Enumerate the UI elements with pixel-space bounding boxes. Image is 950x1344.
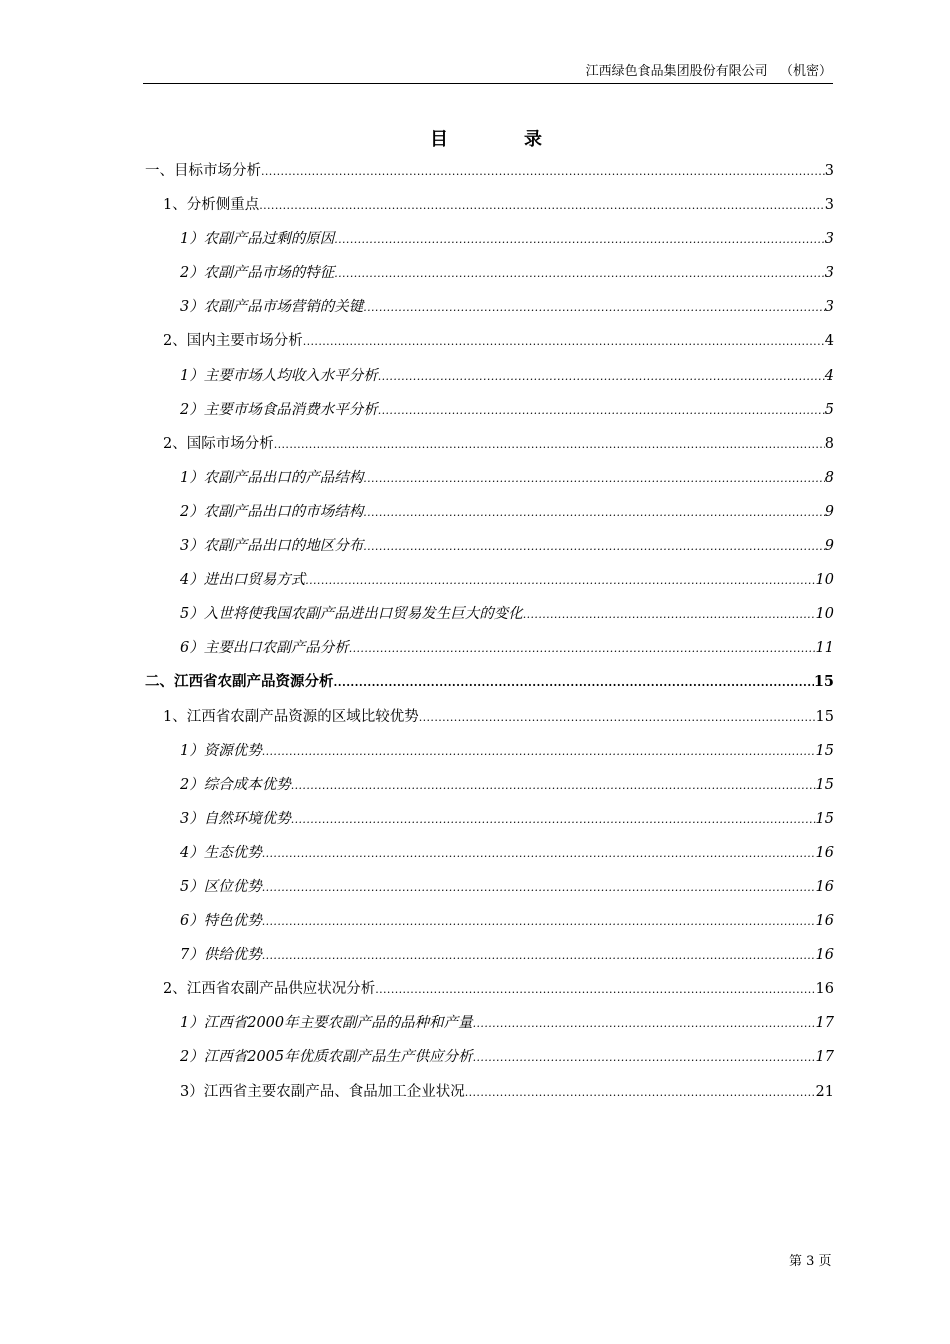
toc-entry[interactable] — [145, 597, 834, 631]
toc-entry[interactable] — [145, 256, 834, 290]
toc-entry-page: 3 — [824, 197, 834, 214]
toc-entry-page: 15 — [815, 810, 834, 827]
table-of-contents — [145, 154, 834, 1109]
toc-dot-leader — [334, 257, 825, 291]
toc-entry-label: 一、目标市场分析 — [145, 163, 261, 179]
toc-entry-label: 4）生态优势 — [180, 844, 262, 861]
toc-entry-label: 5）入世将使我国农副产品进出口贸易发生巨大的变化 — [180, 606, 523, 623]
toc-entry[interactable] — [145, 1040, 834, 1074]
toc-entry-label: 1）江西省2000年主要农副产品的品种和产量 — [180, 1015, 473, 1032]
toc-dot-leader — [259, 189, 825, 223]
toc-entry-label: 6）特色优势 — [180, 913, 262, 930]
toc-entry-label: 2）农副产品市场的特征 — [180, 265, 335, 282]
toc-entry[interactable] — [145, 836, 834, 870]
toc-entry-page: 15 — [815, 708, 834, 725]
toc-dot-leader — [291, 803, 816, 837]
toc-entry-label: 4）进出口贸易方式 — [180, 572, 306, 589]
toc-entry-label: 5）区位优势 — [180, 878, 262, 895]
toc-entry[interactable] — [145, 359, 834, 393]
toc-dot-leader — [363, 462, 825, 496]
toc-entry[interactable] — [145, 665, 834, 699]
toc-entry-page: 9 — [824, 503, 834, 520]
toc-dot-leader — [363, 496, 825, 530]
toc-dot-leader — [262, 837, 816, 871]
toc-entry-page: 15 — [815, 776, 834, 793]
toc-entry-page: 17 — [815, 1049, 834, 1066]
toc-entry-page: 3 — [824, 265, 834, 282]
toc-entry[interactable] — [145, 1075, 834, 1109]
toc-entry-label: 3）农副产品出口的地区分布 — [180, 538, 364, 555]
toc-entry-label: 2）农副产品出口的市场结构 — [180, 503, 364, 520]
toc-dot-leader — [363, 530, 825, 564]
toc-dot-leader — [363, 291, 825, 325]
toc-entry-label: 2、江西省农副产品供应状况分析 — [163, 981, 376, 998]
toc-entry[interactable] — [145, 734, 834, 768]
toc-entry-page: 16 — [815, 947, 834, 964]
toc-dot-leader — [378, 360, 825, 394]
toc-entry-label: 2、国内主要市场分析 — [163, 333, 303, 350]
toc-dot-leader — [305, 564, 815, 598]
toc-entry-label: 1）主要市场人均收入水平分析 — [180, 367, 378, 384]
toc-entry-page: 16 — [815, 913, 834, 930]
toc-entry[interactable] — [145, 563, 834, 597]
toc-dot-leader — [473, 1007, 816, 1041]
toc-dot-leader — [262, 735, 816, 769]
toc-entry-label: 6）主要出口农副产品分析 — [180, 640, 349, 657]
toc-dot-leader — [274, 428, 825, 462]
toc-entry-page: 16 — [815, 844, 834, 861]
toc-entry-label: 二、江西省农副产品资源分析 — [145, 673, 334, 691]
toc-dot-leader — [465, 1076, 816, 1110]
toc-entry-page: 11 — [815, 640, 834, 657]
toc-dot-leader — [523, 598, 816, 632]
toc-entry-page: 17 — [815, 1015, 834, 1032]
toc-entry-page: 3 — [824, 231, 834, 248]
toc-entry[interactable] — [145, 700, 834, 734]
toc-dot-leader — [378, 394, 825, 428]
toc-entry[interactable] — [145, 631, 834, 665]
toc-entry[interactable] — [145, 393, 834, 427]
toc-dot-leader — [334, 223, 825, 257]
toc-entry-label: 2）综合成本优势 — [180, 776, 291, 793]
toc-entry-page: 8 — [824, 469, 834, 486]
toc-entry-page: 10 — [815, 606, 834, 623]
toc-entry[interactable] — [145, 427, 834, 461]
toc-entry-page: 21 — [815, 1083, 834, 1100]
toc-dot-leader — [262, 939, 816, 973]
toc-title: 目录 — [430, 129, 618, 150]
page-number: 第 3 页 — [789, 1254, 832, 1269]
toc-entry-label: 1、江西省农副产品资源的区域比较优势 — [163, 708, 419, 725]
toc-entry-page: 15 — [815, 742, 834, 759]
toc-entry-page: 15 — [813, 673, 834, 691]
toc-entry[interactable] — [145, 290, 834, 324]
toc-entry-page: 9 — [824, 538, 834, 555]
toc-entry[interactable] — [145, 495, 834, 529]
toc-entry-label: 2）主要市场食品消费水平分析 — [180, 401, 378, 418]
toc-dot-leader — [291, 769, 816, 803]
toc-entry-label: 1）农副产品出口的产品结构 — [180, 469, 364, 486]
toc-entry-label: 3）江西省主要农副产品、食品加工企业状况 — [180, 1083, 465, 1100]
toc-entry[interactable] — [145, 324, 834, 358]
toc-entry[interactable] — [145, 1006, 834, 1040]
toc-entry-page: 5 — [824, 401, 834, 418]
toc-entry-page: 4 — [824, 333, 834, 350]
toc-entry[interactable] — [145, 461, 834, 495]
toc-entry-label: 2、国际市场分析 — [163, 435, 274, 452]
toc-entry-page: 8 — [824, 435, 834, 452]
toc-dot-leader — [473, 1041, 816, 1075]
toc-dot-leader — [303, 325, 825, 359]
toc-dot-leader — [262, 905, 816, 939]
toc-entry-label: 7）供给优势 — [180, 947, 262, 964]
toc-dot-leader — [419, 701, 816, 735]
toc-entry[interactable] — [145, 529, 834, 563]
toc-entry-label: 2）江西省2005年优质农副产品生产供应分析 — [180, 1049, 473, 1066]
toc-entry-label: 3）自然环境优势 — [180, 810, 291, 827]
toc-entry[interactable] — [145, 802, 834, 836]
toc-entry-page: 16 — [815, 981, 834, 998]
toc-dot-leader — [375, 973, 815, 1007]
header-classification: （机密） — [779, 64, 832, 79]
toc-entry-label: 1、分析侧重点 — [163, 197, 260, 214]
toc-entry[interactable] — [145, 222, 834, 256]
toc-entry-page: 3 — [824, 299, 834, 316]
toc-entry[interactable] — [145, 870, 834, 904]
toc-entry-label: 3）农副产品市场营销的关键 — [180, 299, 364, 316]
toc-entry-page: 3 — [824, 163, 834, 179]
toc-dot-leader — [262, 871, 816, 905]
header-company: 江西绿色食品集团股份有限公司 — [585, 64, 768, 79]
toc-entry-label: 1）农副产品过剩的原因 — [180, 231, 335, 248]
toc-entry[interactable] — [145, 188, 834, 222]
toc-entry-page: 16 — [815, 878, 834, 895]
toc-entry[interactable] — [145, 768, 834, 802]
header-divider — [143, 83, 833, 84]
toc-dot-leader — [349, 632, 816, 666]
toc-entry[interactable] — [145, 972, 834, 1006]
toc-entry-label: 1）资源优势 — [180, 742, 262, 759]
toc-entry-page: 10 — [815, 572, 834, 589]
toc-entry[interactable] — [145, 904, 834, 938]
toc-entry-page: 4 — [824, 367, 834, 384]
toc-dot-leader — [261, 155, 825, 189]
page-header — [586, 64, 832, 80]
toc-dot-leader — [334, 666, 814, 700]
toc-entry[interactable] — [145, 938, 834, 972]
toc-entry[interactable] — [145, 154, 834, 188]
